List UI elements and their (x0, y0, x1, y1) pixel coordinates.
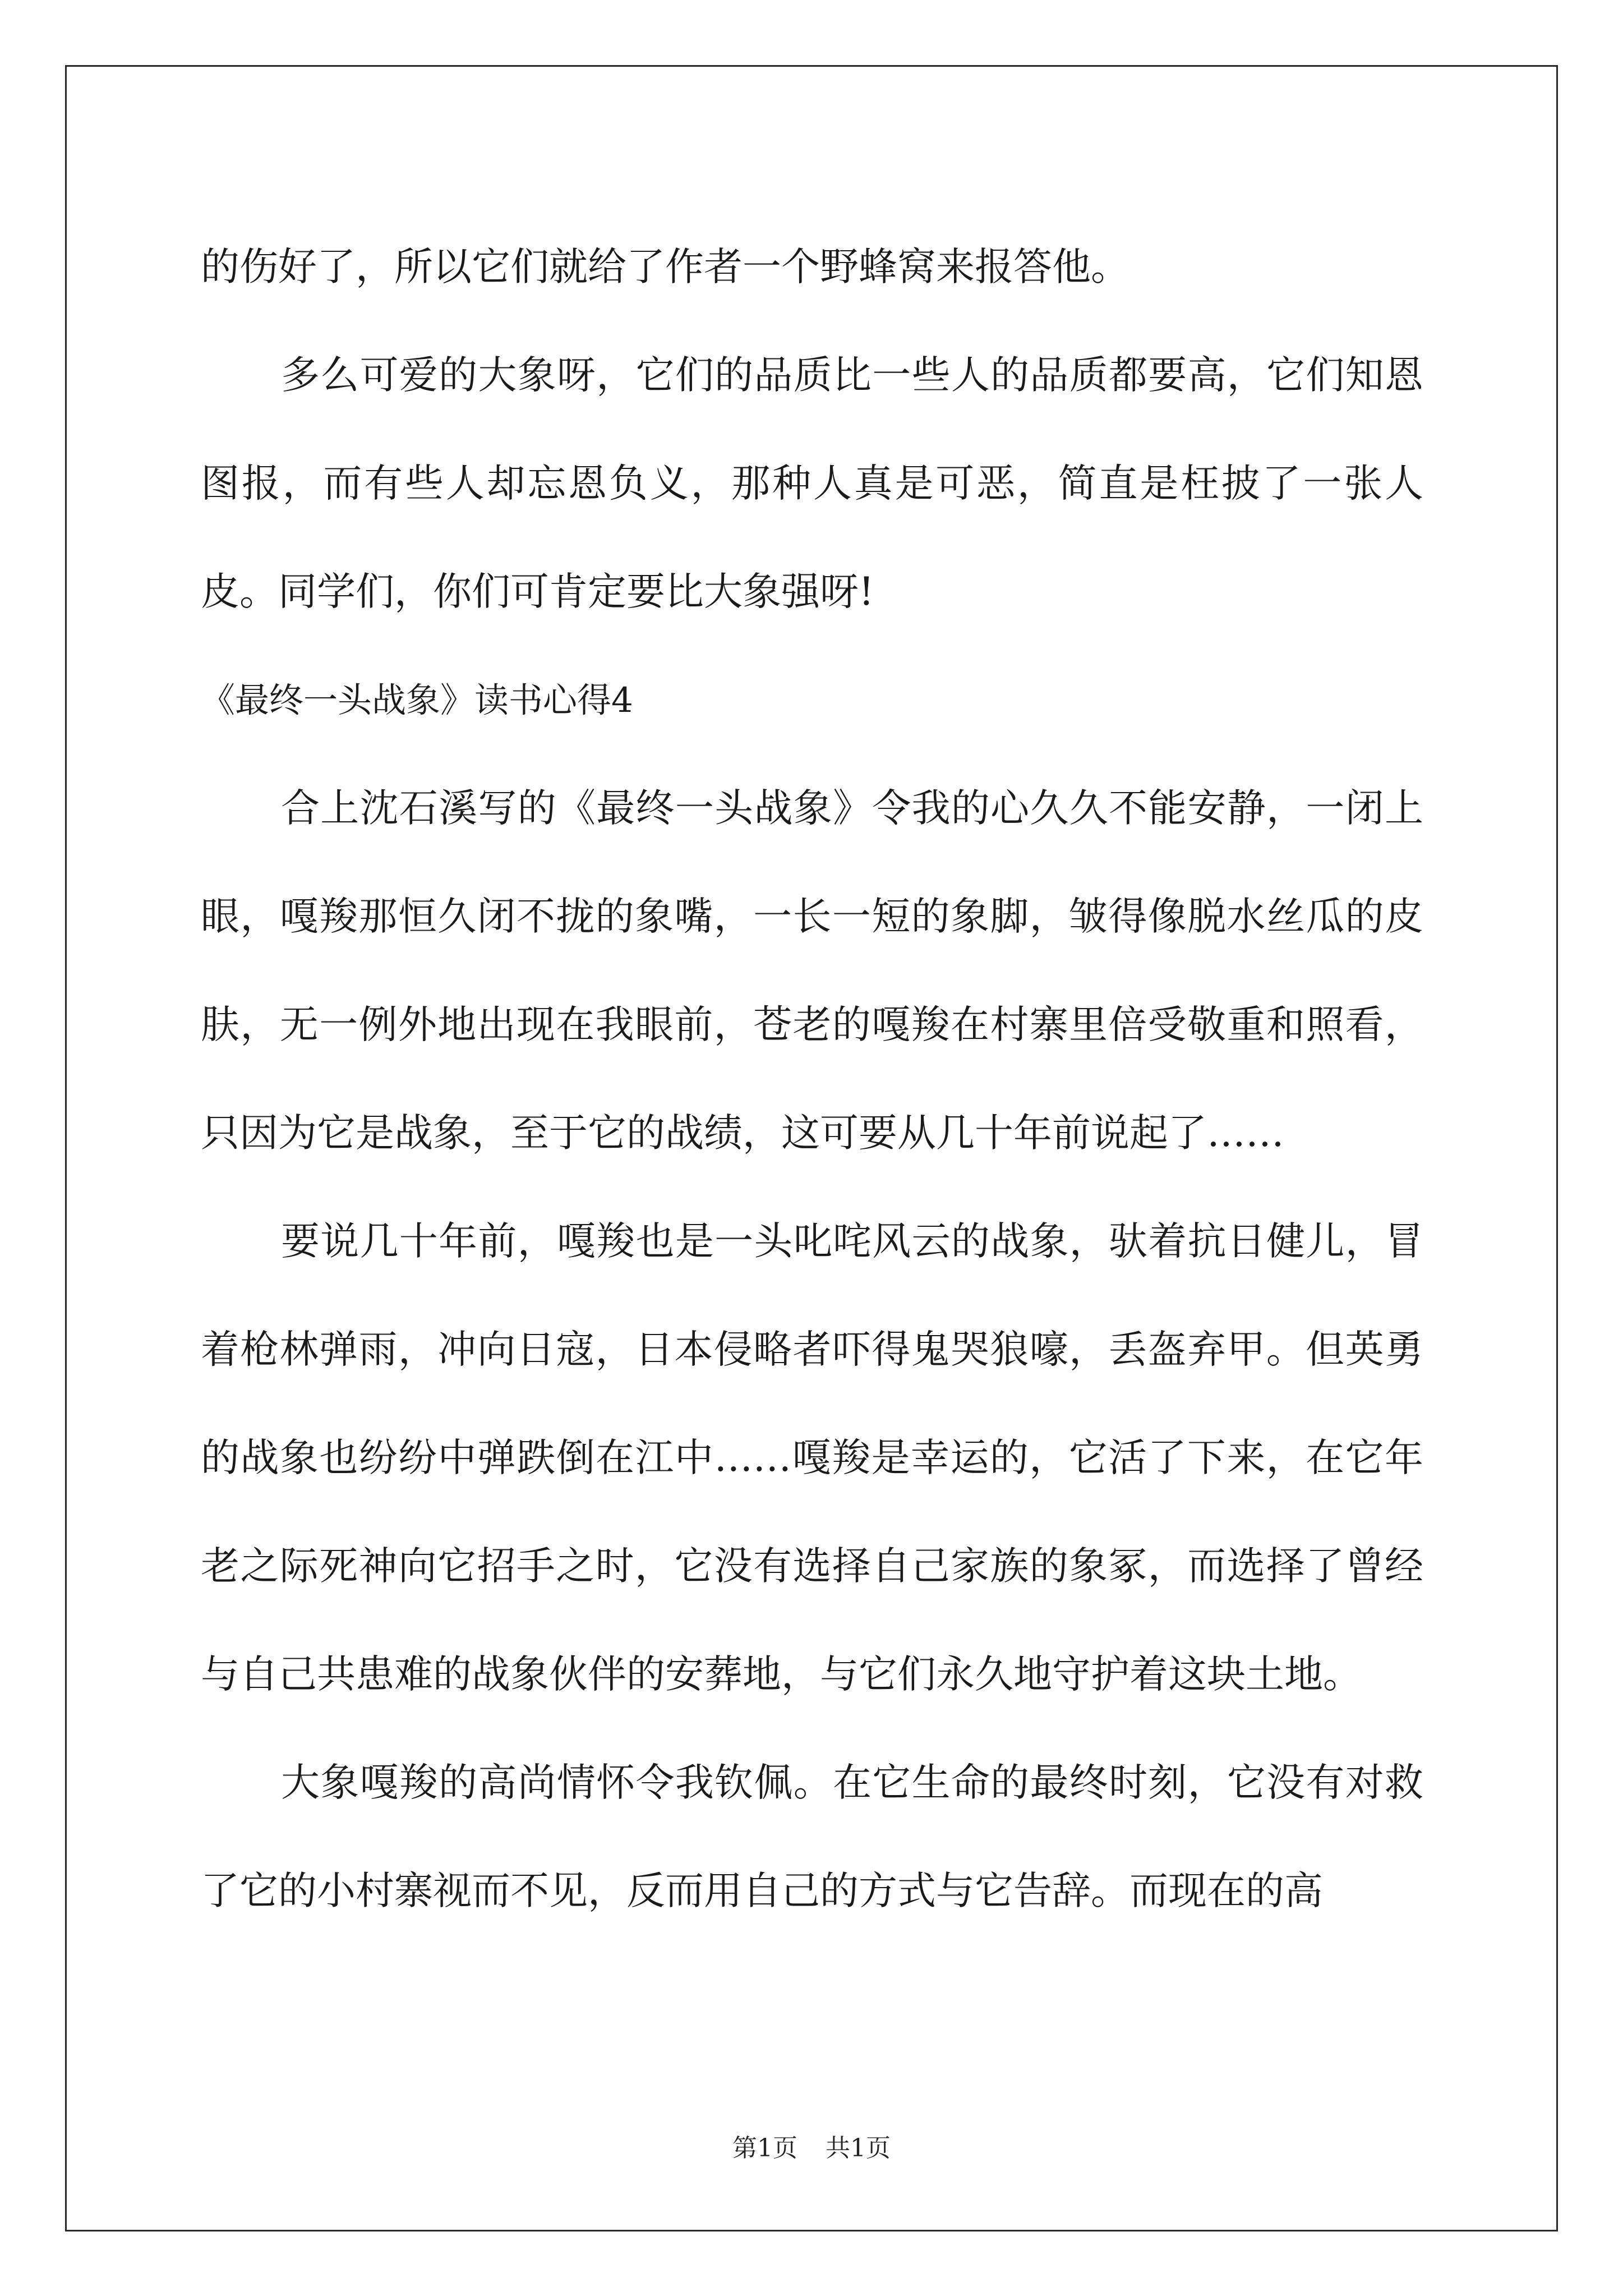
body-paragraph: 要说几十年前，嘎羧也是一头叱咤风云的战象，驮着抗日健儿，冒着枪林弹雨，冲向日寇，日本侵略者吓得鬼哭狼嚎，丢盔弃甲。但英勇的战象也纷纷中弹跌倒在江中……嘎羧是幸运的，它活了下来，在它年老之际死神向它招手之时，它没有选择自己家族的象冢，而选择了曾经与自己共患难的战象伙伴的安葬地，与它们永久地守护着这块土地。 (201, 1219, 1423, 1697)
document-body (201, 213, 1423, 1945)
page-total: 共1页 (826, 2134, 891, 2162)
page-number: 第1页 (732, 2134, 797, 2162)
body-paragraph: 多么可爱的大象呀，它们的品质比一些人的品质都要高，它们知恩图报，而有些人却忘恩负义，那种人真是可恶，简直是枉披了一张人皮。同学们，你们可肯定要比大象强呀! (201, 353, 1423, 614)
continuation-paragraph: 的伤好了，所以它们就给了作者一个野蜂窝来报答他。 (201, 245, 1129, 289)
body-paragraph: 大象嘎羧的高尚情怀令我钦佩。在它生命的最终时刻，它没有对救了它的小村寨视而不见，反而用自己的方式与它告辞。而现在的高 (201, 1760, 1423, 1913)
page-footer (0, 2132, 1623, 2165)
section-heading: 《最终一头战象》读书心得4 (201, 680, 633, 720)
body-paragraph: 合上沈石溪写的《最终一头战象》令我的心久久不能安静，一闭上眼，嘎羧那恒久闭不拢的象嘴，一长一短的象脚，皱得像脱水丝瓜的皮肤，无一例外地出现在我眼前，苍老的嘎羧在村寨里倍受敬重和照看，只因为它是战象，至于它的战绩，这可要从几十年前说起了…… (201, 786, 1423, 1156)
